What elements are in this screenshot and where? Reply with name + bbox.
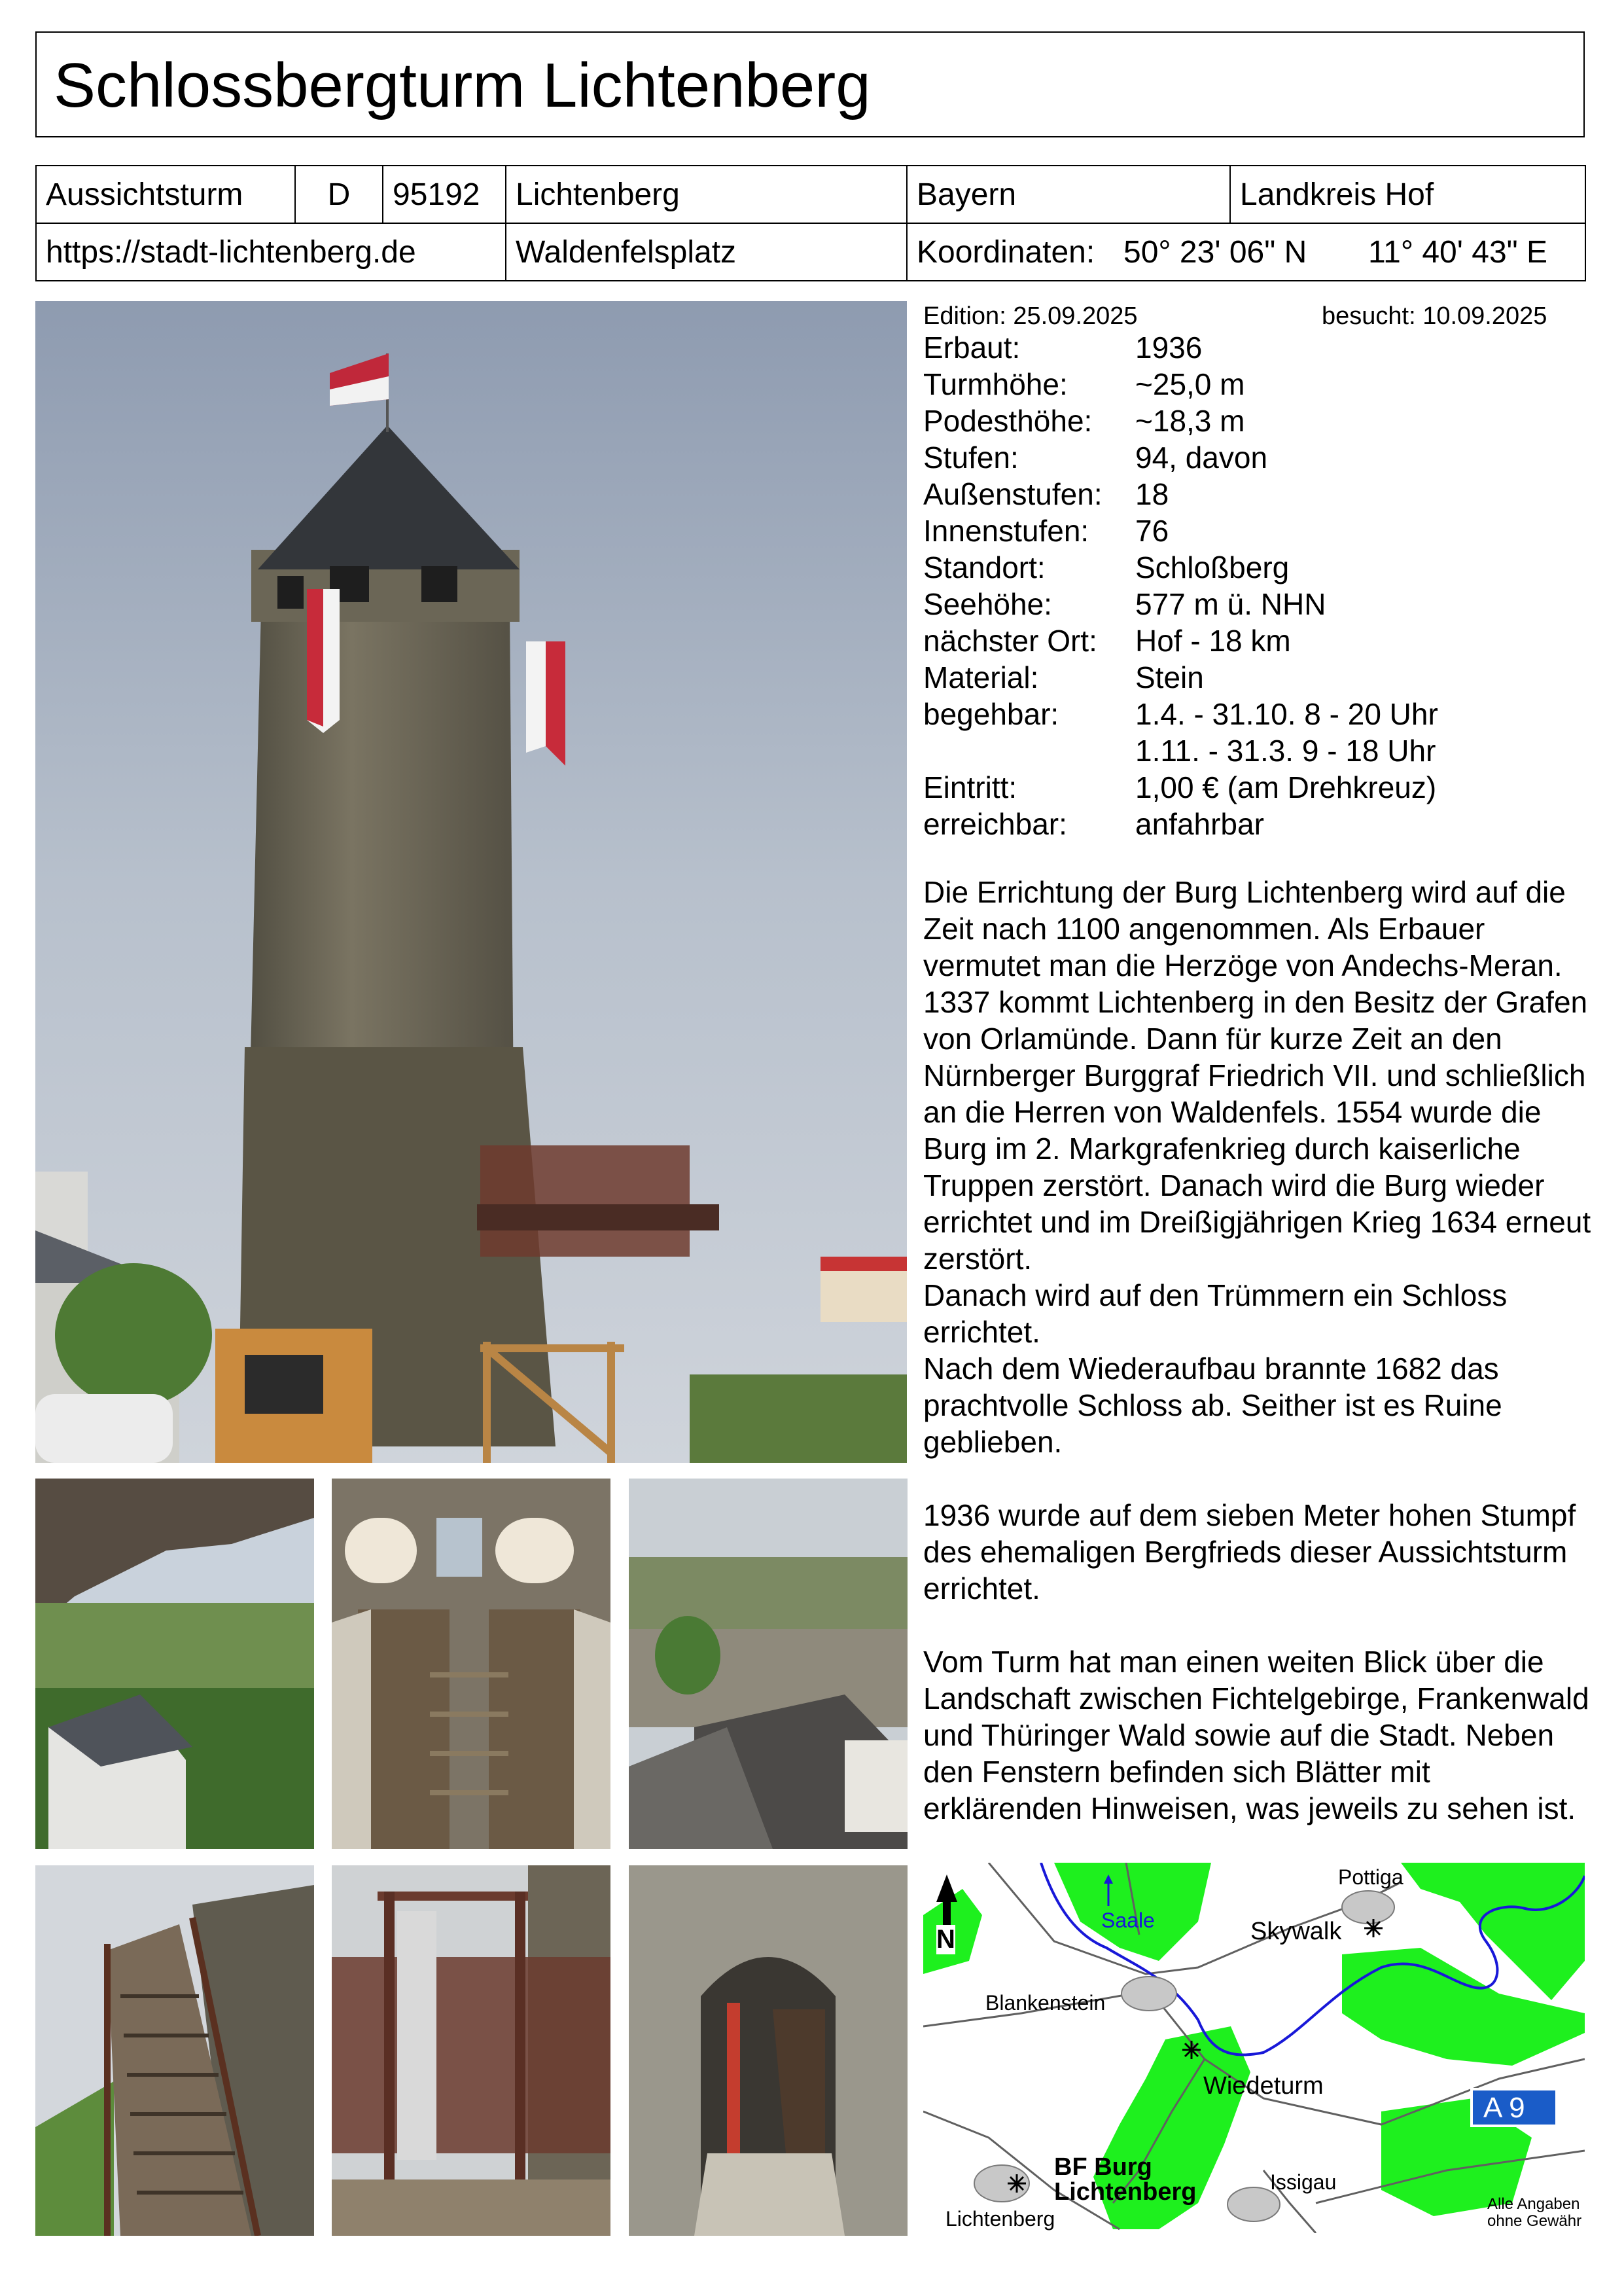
fact-label: Turmhöhe: [923,367,1068,401]
fact-label: nächster Ort: [923,624,1097,658]
fact-label: Eintritt: [923,770,1017,804]
meta-town: Lichtenberg [506,166,907,223]
history-paragraph: Vom Turm hat man einen weiten Blick über die Landschaft zwischen Fichtelgebirge, Frankenwald und Thüringer Wald sowie auf die Stadt. Neben den Fenstern befinden sich Blätter mit erklärenden Hinweisen, was jeweils zu sehen ist. [923,1645,1589,1825]
history-text [923,874,1597,1827]
gallery-photo-stairs-interior [332,1479,610,1849]
map-label-saale: Saale [1101,1909,1155,1932]
fact-label: Podesthöhe: [923,404,1093,438]
fact-label: Erbaut: [923,331,1021,365]
map-label-wiedeturm: Wiedeturm [1203,2072,1324,2100]
map-label-blankenstein: Blankenstein [985,1991,1106,2015]
map-disclaimer-line2: ohne Gewähr [1487,2212,1582,2230]
meta-zip: 95192 [383,166,506,223]
fact-value: ~25,0 m [1135,367,1245,401]
meta-website[interactable]: https://stadt-lichtenberg.de [36,223,506,281]
gallery-photo-outer-stairs [35,1865,314,2236]
map-label-bf-line1: BF Burg [1054,2153,1152,2181]
fact-value: ~18,3 m [1135,404,1245,438]
map-label-pottiga: Pottiga [1338,1865,1403,1889]
fact-value: 76 [1135,514,1169,548]
location-map [923,1863,1585,2233]
visited-value: 10.09.2025 [1422,302,1547,330]
fact-label: Standort: [923,550,1046,584]
gallery-photo-view-town [629,1479,908,1849]
meta-street: Waldenfelsplatz [506,223,907,281]
fact-value: 94, davon [1135,440,1268,475]
fact-value: 1936 [1135,331,1203,365]
fact-value: Hof - 18 km [1135,624,1291,658]
fact-label: begehbar: [923,697,1059,731]
fact-value: 577 m ü. NHN [1135,587,1326,621]
meta-coordinates [907,223,1585,281]
coords-lat: 50° 23' 06" N [1123,234,1307,270]
history-paragraph: Die Errichtung der Burg Lichtenberg wird auf die Zeit nach 1100 angenommen. Als Erbauer vermutet man die Herzöge von Andechs-Meran. 1337 kommt Lichtenberg in den Besitz der Grafen von Orlamünde. Dann für kurze Zeit an den Nürnberger Burggraf Friedrich VII. und schließlich an die Herren von Waldenfels. 1554 wurde die Burg im 2. Markgrafenkrieg durch kaiserliche Truppen zerstört. Danach wird die Burg wieder errichtet und im Dreißigjährigen Krieg 1634 erneut zerstört. [923,875,1591,1276]
gallery-photo-tunnel-entrance [629,1865,908,2236]
map-label-skywalk: Skywalk [1250,1918,1342,1945]
map-disclaimer-line1: Alle Angaben [1487,2195,1580,2213]
meta-country: D [295,166,383,223]
meta-row-2 [36,223,1585,281]
edition-label: Edition: [923,302,1006,330]
meta-row-1 [36,166,1585,223]
fact-value: 1.11. - 31.3. 9 - 18 Uhr [1135,734,1436,768]
edition-value: 25.09.2025 [1013,302,1138,330]
page-title: Schlossbergturm Lichtenberg [54,50,871,120]
fact-value: anfahrbar [1135,807,1264,841]
map-label-lichtenberg: Lichtenberg [945,2207,1055,2231]
visited-label: besucht: [1322,302,1416,330]
meta-state: Bayern [907,166,1230,223]
facts-list [923,329,1578,846]
map-north-label: N [936,1925,955,1954]
map-label-issigau: Issigau [1270,2170,1337,2194]
fact-value: 1.4. - 31.10. 8 - 20 Uhr [1135,697,1438,731]
fact-value: Schloßberg [1135,550,1290,584]
gallery-photo-turnstile [332,1865,610,2236]
meta-table [35,165,1586,281]
history-paragraph: Nach dem Wiederaufbau brannte 1682 das prachtvolle Schloss ab. Seither ist es Ruine geblieben. [923,1352,1502,1459]
fact-label: Innenstufen: [923,514,1089,548]
meta-district: Landkreis Hof [1230,166,1585,223]
fact-value: 18 [1135,477,1169,511]
fact-label: Außenstufen: [923,477,1103,511]
coords-lon: 11° 40' 43" E [1368,234,1548,270]
title-box [35,31,1585,137]
autobahn-label: A 9 [1483,2092,1525,2124]
fact-label: erreichbar: [923,807,1067,841]
main-tower-photo [35,301,907,1463]
fact-value: Stein [1135,660,1204,694]
coords-label: Koordinaten: [917,234,1095,270]
gallery-photo-view-north [35,1479,314,1849]
meta-type: Aussichtsturm [36,166,295,223]
history-paragraph: 1936 wurde auf dem sieben Meter hohen Stumpf des ehemaligen Bergfrieds dieser Aussichtsturm errichtet. [923,1498,1576,1605]
fact-label: Stufen: [923,440,1019,475]
map-label-bf-line2: Lichtenberg [1054,2178,1197,2206]
history-paragraph: Danach wird auf den Trümmern ein Schloss errichtet. [923,1278,1508,1349]
fact-label: Seehöhe: [923,587,1052,621]
fact-label: Material: [923,660,1039,694]
fact-value: 1,00 € (am Drehkreuz) [1135,770,1437,804]
